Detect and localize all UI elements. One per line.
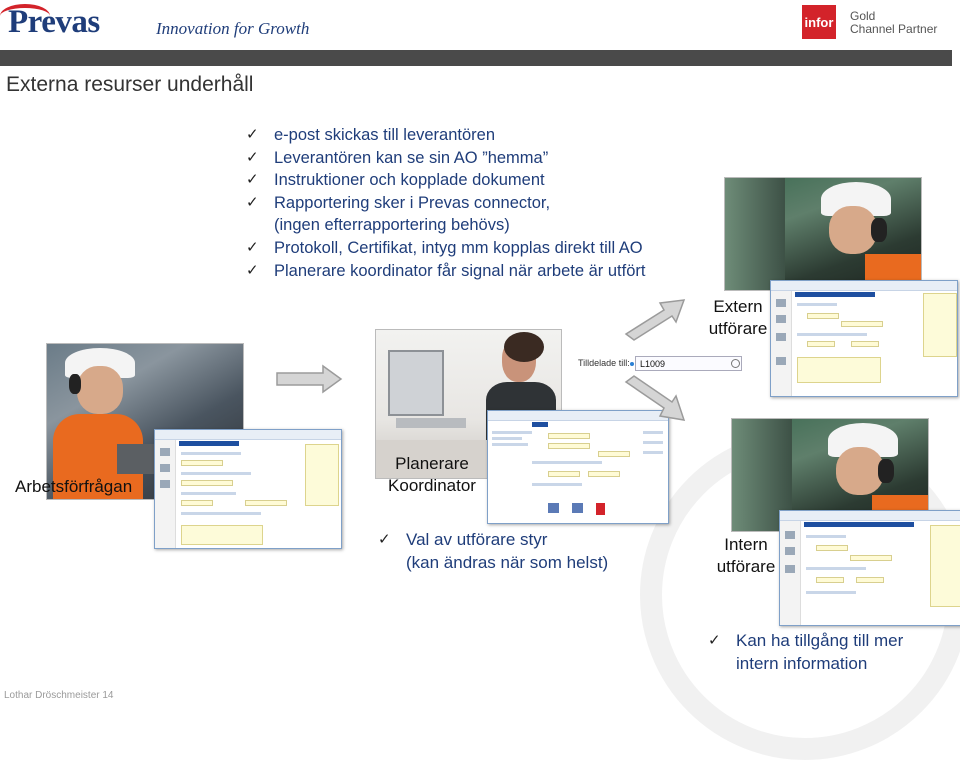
partner-badge <box>850 10 937 36</box>
tagline: Innovation for Growth <box>156 19 310 38</box>
connector-screen-request <box>154 429 342 549</box>
arrow-down-right-icon <box>622 372 688 424</box>
prevas-logo: Prevas <box>8 4 100 40</box>
connector-screen-external <box>770 280 958 397</box>
checkmark-icon: ✓ <box>708 632 721 649</box>
partner-line-gold: Gold <box>850 9 876 23</box>
bullet-item: ✓ Leverantören kan se sin AO ”hemma” <box>246 147 645 170</box>
connector-screen-planner <box>487 410 669 524</box>
bullet-item: ✓ e-post skickas till leverantören <box>246 124 645 147</box>
bullet-item: ✓ Protokoll, Certifikat, intyg mm kopplas direkt till AO <box>246 237 645 260</box>
face-shape <box>77 366 123 414</box>
checkmark-icon: ✓ <box>246 171 259 189</box>
internal-info-bullet: ✓ Kan ha tillgång till mer intern information <box>708 631 904 673</box>
assigned-to-widget <box>578 354 746 374</box>
face-shape <box>829 206 877 254</box>
assigned-to-input[interactable]: L1009 <box>635 356 742 371</box>
arrow-up-right-icon <box>622 296 688 346</box>
label-external-performer: Extern utförare <box>708 297 768 338</box>
checkmark-icon: ✓ <box>378 531 391 548</box>
checkmark-icon: ✓ <box>246 238 259 256</box>
ear-protector-shape <box>871 218 887 242</box>
checkmark-icon: ✓ <box>246 261 259 279</box>
monitor-shape <box>388 350 444 416</box>
partner-line-channel: Channel Partner <box>850 22 938 36</box>
lookup-icon[interactable] <box>731 359 740 368</box>
required-dot-icon <box>630 362 634 366</box>
footer-author-page: Lothar Dröschmeister 14 <box>4 690 114 701</box>
page-title: Externa resurser underhåll <box>6 73 254 96</box>
valve-shape <box>725 178 785 290</box>
bullet-item: ✓ Planerare koordinator får signal när arbete är utfört <box>246 260 645 283</box>
performer-choice-bullet: ✓ Val av utförare styr (kan ändras när som helst) <box>378 530 609 572</box>
feature-bullet-list <box>246 124 645 282</box>
checkmark-icon: ✓ <box>246 148 259 166</box>
hair-shape <box>504 332 544 362</box>
arrow-right-icon <box>275 364 343 394</box>
label-internal-performer: Intern utförare <box>716 535 776 576</box>
title-bar <box>0 50 952 66</box>
checkmark-icon: ✓ <box>246 126 259 143</box>
external-worker-photo <box>724 177 922 291</box>
keyboard-shape <box>396 418 466 428</box>
ear-protector-shape <box>878 459 894 483</box>
ear-protector-shape <box>69 374 81 394</box>
label-work-request: Arbetsförfrågan <box>15 477 133 496</box>
connector-screen-internal <box>779 510 960 626</box>
bullet-item: ✓ Rapportering sker i Prevas connector, <box>246 192 645 215</box>
label-planner: Planerare Koordinator <box>388 454 476 495</box>
checkmark-icon: ✓ <box>246 193 259 211</box>
bullet-continuation: (ingen efterrapportering behövs) <box>274 216 510 235</box>
infor-logo: infor <box>802 5 836 39</box>
face-shape <box>836 447 884 495</box>
bullet-item: ✓ Instruktioner och kopplade dokument <box>246 169 645 192</box>
assigned-to-label: Tilldelade till: <box>578 358 630 368</box>
